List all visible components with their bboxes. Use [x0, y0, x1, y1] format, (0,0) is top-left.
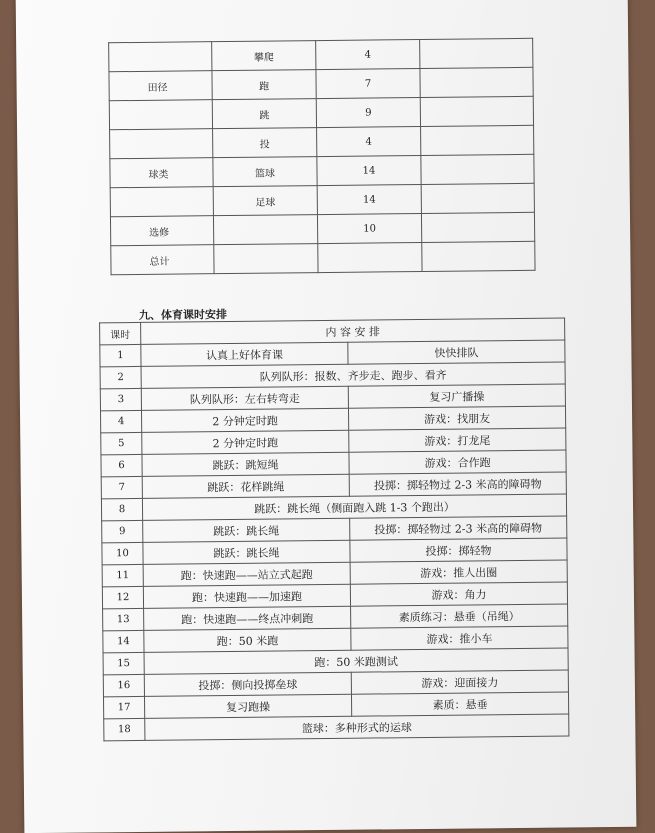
- hours-table-row: [109, 38, 533, 71]
- hours-cell-c2: [214, 244, 318, 274]
- lesson-content-part1: 跑：快速跑——加速跑: [143, 584, 350, 608]
- paper-sheet: [16, 0, 637, 833]
- lesson-content-part2: 复习广播操: [348, 384, 565, 408]
- schedule-table: [99, 317, 569, 741]
- section-title: 九、体育课时安排: [138, 308, 228, 322]
- lesson-number: 10: [102, 542, 143, 564]
- lesson-number: 4: [100, 410, 141, 432]
- lesson-content-part2: 投掷：掷轻物过 2-3 米高的障碍物: [350, 516, 567, 540]
- hours-table-body: [109, 38, 535, 274]
- hours-cell-c1: 球类: [110, 158, 213, 188]
- lesson-number: 16: [103, 674, 144, 696]
- hours-cell-c1: [110, 129, 213, 159]
- lesson-content-part1: 复习跑操: [144, 694, 351, 718]
- lesson-content-part2: 游戏：迎面接力: [351, 670, 568, 694]
- hours-cell-c4: [420, 67, 533, 97]
- lesson-content-part2: 投掷：掷轻物: [350, 538, 567, 562]
- hours-cell-c1: 田径: [109, 71, 212, 101]
- hours-cell-c4: [421, 183, 534, 213]
- hours-table-row: [110, 125, 534, 158]
- hours-cell-c4: [421, 154, 534, 184]
- lesson-content-part2: 游戏：角力: [350, 582, 567, 606]
- lesson-content: 篮球：多种形式的运球: [145, 714, 569, 740]
- hours-cell-c3: 14: [317, 155, 421, 185]
- lesson-content-part2: 快快排队: [348, 340, 565, 364]
- hours-cell-c2: 足球: [213, 186, 317, 216]
- hours-cell-c3: 14: [317, 184, 421, 214]
- lesson-number: 9: [102, 520, 143, 542]
- hours-table-row: [110, 212, 534, 245]
- hours-cell-c2: 跑: [212, 70, 316, 100]
- lesson-content-part1: 跳跃：花样跳绳: [142, 474, 349, 498]
- hours-cell-c1: [109, 42, 212, 72]
- lesson-content-part1: 跑：50 米跑: [144, 628, 351, 652]
- hours-cell-c3: 4: [317, 126, 421, 156]
- lesson-number: 7: [101, 476, 142, 498]
- lesson-content-part1: 跑：快速跑——站立式起跑: [143, 562, 350, 586]
- lesson-number: 14: [103, 630, 144, 652]
- hours-cell-c1: 总计: [111, 245, 214, 275]
- header-lesson-number: 课时: [100, 322, 141, 344]
- lesson-content: 跑：50 米跑测试: [144, 648, 568, 674]
- hours-cell-c4: [421, 125, 534, 155]
- hours-cell-c3: 7: [316, 68, 420, 98]
- hours-table-row: [111, 241, 535, 274]
- hours-cell-c2: 投: [213, 128, 317, 158]
- lesson-content-part1: 跳跃：跳长绳: [143, 540, 350, 564]
- hours-cell-c1: 选修: [110, 216, 213, 246]
- lesson-number: 15: [103, 652, 144, 674]
- lesson-content-part2: 游戏：找朋友: [348, 406, 565, 430]
- lesson-number: 12: [102, 586, 143, 608]
- schedule-row: [104, 714, 569, 741]
- hours-cell-c1: [109, 100, 212, 130]
- header-content: 内 容 安 排: [141, 318, 565, 344]
- lesson-content-part2: 游戏：推小车: [351, 626, 568, 650]
- lesson-content-part2: 投掷：掷轻物过 2-3 米高的障碍物: [349, 472, 566, 496]
- hours-table-row: [110, 183, 534, 216]
- hours-cell-c3: 10: [317, 213, 421, 243]
- hours-cell-c2: 跳: [212, 99, 316, 129]
- hours-table: [108, 38, 535, 275]
- lesson-number: 3: [100, 388, 141, 410]
- lesson-number: 5: [101, 432, 142, 454]
- lesson-number: 8: [101, 498, 142, 520]
- lesson-content-part1: 2 分钟定时跑: [141, 408, 348, 432]
- lesson-number: 11: [102, 564, 143, 586]
- hours-table-row: [110, 154, 534, 187]
- lesson-number: 13: [103, 608, 144, 630]
- lesson-content-part2: 素质练习：悬垂（吊绳）: [351, 604, 568, 628]
- lesson-number: 17: [103, 696, 144, 718]
- hours-table-row: [109, 67, 533, 100]
- lesson-content-part2: 游戏：打龙尾: [349, 428, 566, 452]
- lesson-content-part1: 投掷：侧向投掷垒球: [144, 672, 351, 696]
- lesson-content-part2: 素质：悬垂: [351, 692, 568, 716]
- hours-cell-c4: [420, 96, 533, 126]
- lesson-content-part2: 游戏：推人出圈: [350, 560, 567, 584]
- hours-cell-c2: 攀爬: [212, 41, 316, 71]
- hours-table-row: [109, 96, 533, 129]
- hours-cell-c3: 4: [316, 39, 420, 69]
- lesson-number: 18: [104, 718, 145, 740]
- lesson-content: 跳跃：跳长绳（侧面跑入跳 1-3 个跑出）: [142, 494, 566, 520]
- lesson-content: 队列队形：报数、齐步走、跑步、看齐: [141, 362, 565, 388]
- hours-cell-c3: [318, 242, 422, 272]
- hours-cell-c1: [110, 187, 213, 217]
- lesson-content-part1: 认真上好体育课: [141, 342, 348, 366]
- lesson-number: 2: [100, 366, 141, 388]
- lesson-number: 1: [100, 344, 141, 366]
- lesson-content-part1: 2 分钟定时跑: [142, 430, 349, 454]
- hours-cell-c2: [213, 215, 317, 245]
- lesson-content-part1: 队列队形：左右转弯走: [141, 386, 348, 410]
- lesson-content-part2: 游戏：合作跑: [349, 450, 566, 474]
- lesson-number: 6: [101, 454, 142, 476]
- hours-cell-c3: 9: [316, 97, 420, 127]
- hours-cell-c4: [421, 212, 534, 242]
- schedule-table-body: [100, 318, 569, 741]
- hours-cell-c2: 篮球: [213, 157, 317, 187]
- hours-cell-c4: [420, 38, 533, 68]
- hours-cell-c4: [422, 241, 535, 271]
- lesson-content-part1: 跑：快速跑——终点冲刺跑: [144, 606, 351, 630]
- lesson-content-part1: 跳跃：跳短绳: [142, 452, 349, 476]
- lesson-content-part1: 跳跃：跳长绳: [143, 518, 350, 542]
